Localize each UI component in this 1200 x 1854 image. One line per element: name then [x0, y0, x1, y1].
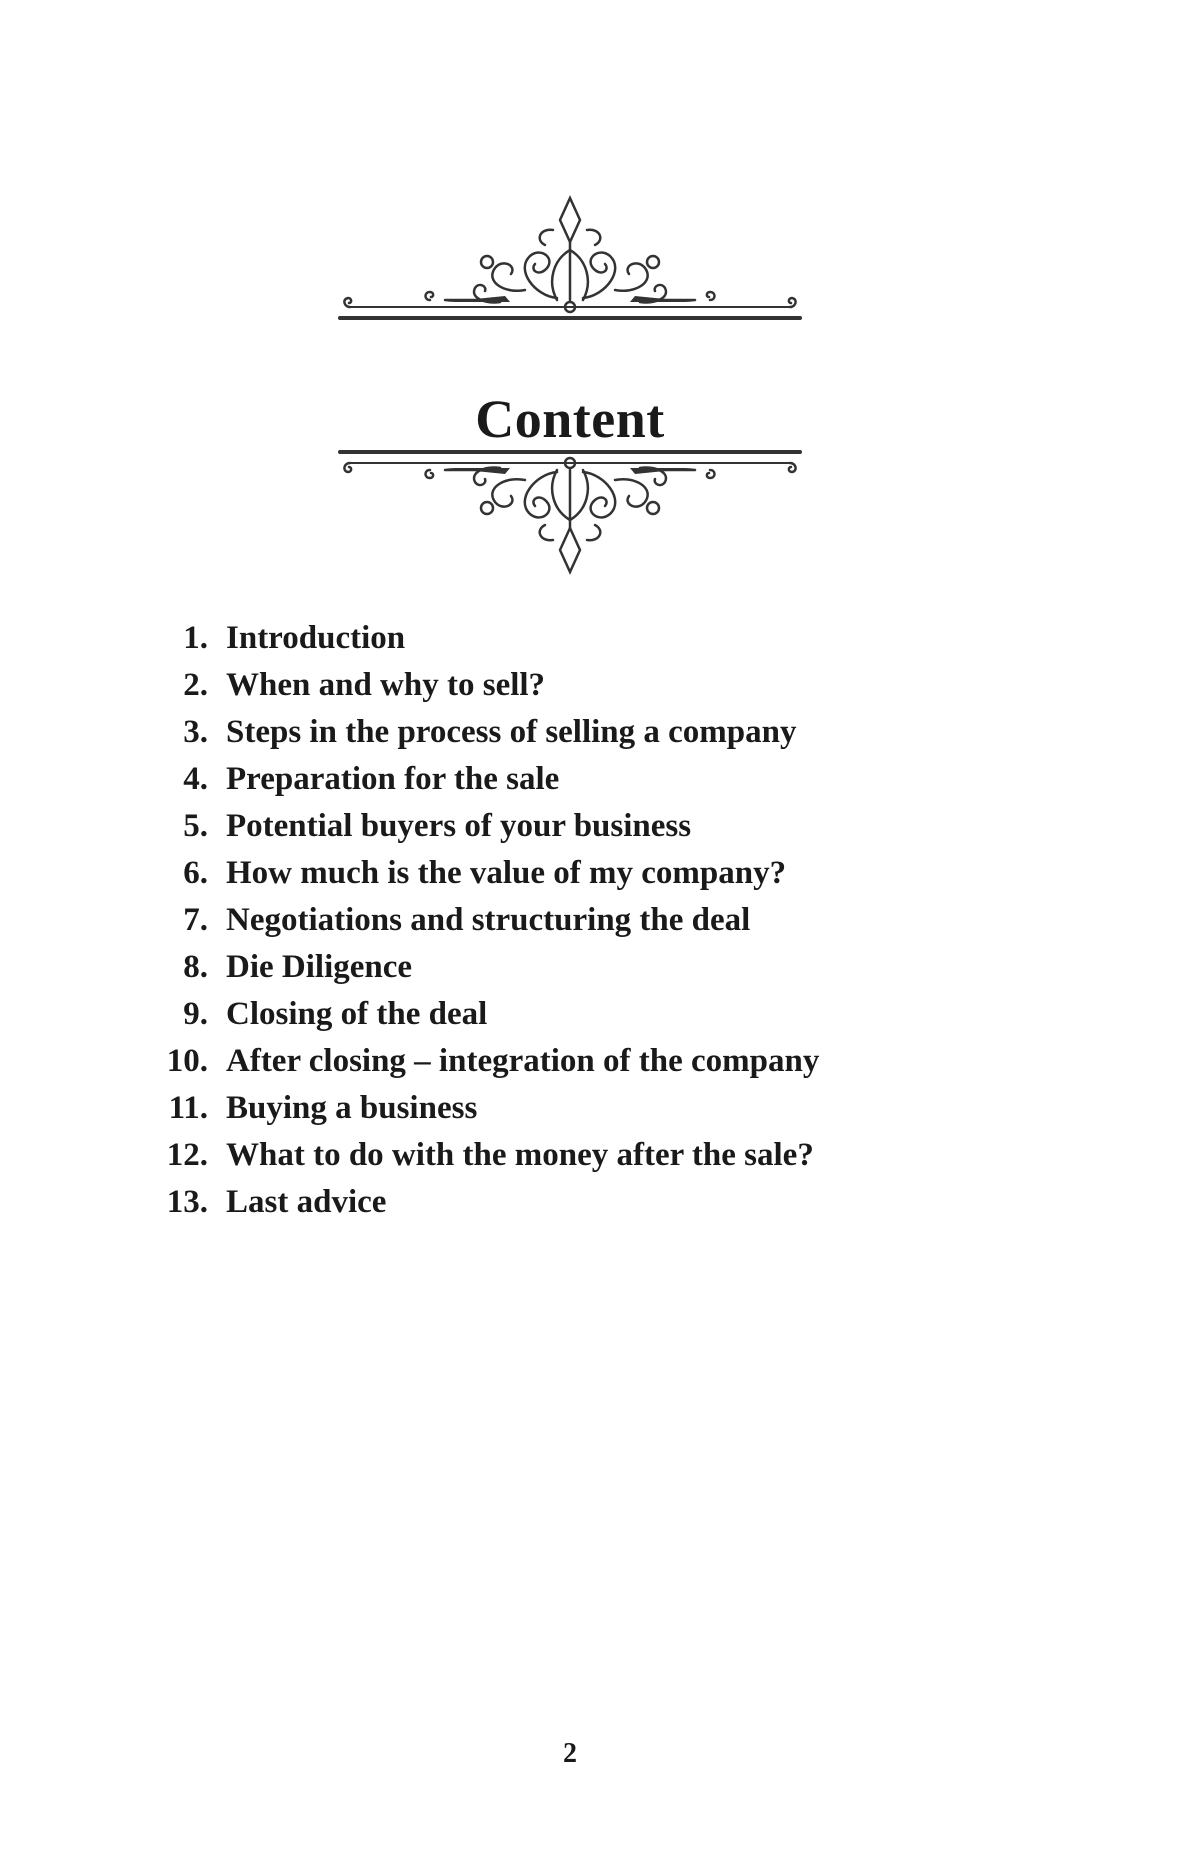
toc-label: What to do with the money after the sale? — [226, 1137, 814, 1173]
toc-item — [150, 996, 819, 1043]
toc-label: Die Diligence — [226, 949, 413, 985]
toc-number: 10. — [166, 1043, 208, 1079]
toc-number: 13. — [166, 1184, 208, 1220]
toc-item — [150, 620, 819, 667]
toc-number: 5. — [183, 808, 208, 844]
toc-label: Steps in the process of selling a company — [226, 714, 797, 750]
toc-number: 9. — [183, 996, 208, 1032]
toc-number: 11. — [168, 1090, 208, 1126]
toc-number: 1. — [183, 620, 208, 656]
toc-label: Potential buyers of your business — [226, 808, 692, 844]
toc-number: 3. — [183, 714, 208, 750]
toc-item — [150, 667, 819, 714]
table-of-contents — [150, 620, 819, 1231]
toc-label: Buying a business — [226, 1090, 478, 1126]
toc-number: 7. — [183, 902, 208, 938]
bottom-flourish-icon — [335, 440, 805, 580]
toc-number: 2. — [183, 667, 208, 703]
toc-item — [150, 1184, 819, 1231]
toc-item — [150, 902, 819, 949]
top-flourish-icon — [335, 190, 805, 330]
toc-item — [150, 1137, 819, 1184]
toc-label: Last advice — [226, 1184, 387, 1220]
toc-item — [150, 761, 819, 808]
toc-item — [150, 1043, 819, 1090]
toc-item — [150, 1090, 819, 1137]
toc-label: After closing – integration of the company — [226, 1043, 820, 1079]
toc-label: Closing of the deal — [226, 996, 488, 1032]
toc-number: 8. — [183, 949, 208, 985]
page-number: 2 — [563, 1738, 577, 1769]
toc-label: Introduction — [226, 620, 406, 656]
toc-item — [150, 808, 819, 855]
toc-number: 4. — [183, 761, 208, 797]
toc-number: 12. — [166, 1137, 208, 1173]
toc-label: How much is the value of my company? — [226, 855, 787, 891]
page-title: Content — [475, 389, 665, 450]
toc-number: 6. — [183, 855, 208, 891]
toc-label: Negotiations and structuring the deal — [226, 902, 751, 938]
toc-label: Preparation for the sale — [226, 761, 560, 797]
toc-label: When and why to sell? — [226, 667, 546, 703]
toc-item — [150, 855, 819, 902]
toc-item — [150, 714, 819, 761]
toc-item — [150, 949, 819, 996]
